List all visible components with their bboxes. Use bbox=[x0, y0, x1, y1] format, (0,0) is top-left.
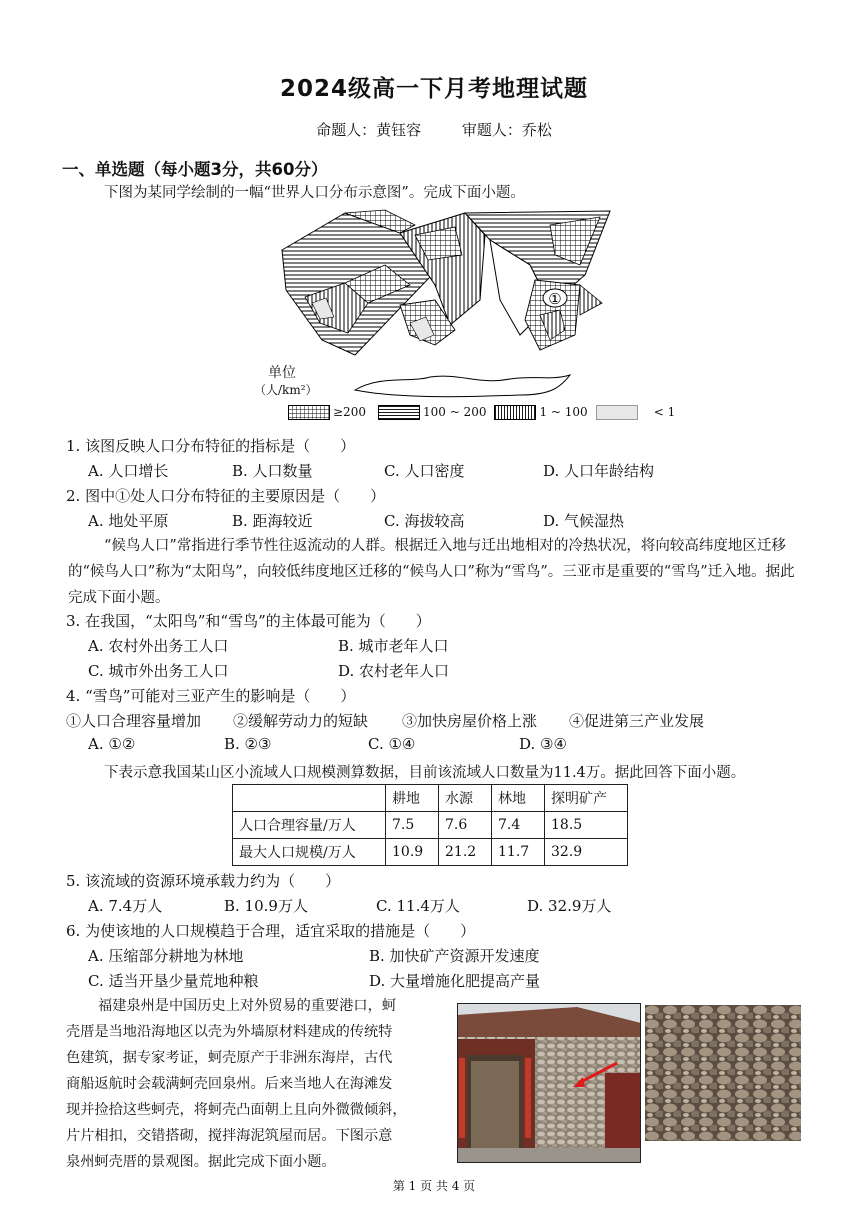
reviewer-name: 审题人：乔松 bbox=[461, 121, 552, 139]
q3-option-d: D. 农村老年人口 bbox=[338, 662, 450, 680]
q6-option-b: B. 加快矿产资源开发速度 bbox=[369, 947, 540, 965]
passage-table-intro: 下表示意我国某山区小流域人口规模测算数据，目前该流域人口数量为11.4万。据此回答下面小题。 bbox=[104, 765, 746, 781]
table-cell: 人口合理容量/万人 bbox=[233, 812, 386, 839]
question-6-stem: 6. 为使该地的人口规模趋于合理，适宜采取的措施是（ ） bbox=[66, 922, 476, 940]
passage-line: 商船返航时会载满蚵壳回泉州。后来当地人在海滩发 bbox=[66, 1076, 393, 1092]
question-1-stem: 1. 该图反映人口分布特征的指标是（ ） bbox=[66, 437, 356, 455]
q5-option-d: D. 32.9万人 bbox=[527, 897, 612, 915]
table-cell: 最大人口规模/万人 bbox=[233, 839, 386, 866]
q3-option-a: A. 农村外出务工人口 bbox=[88, 637, 229, 655]
q2-option-a: A. 地处平原 bbox=[88, 512, 169, 530]
passage-line: 泉州蚵壳厝的景观图。据此完成下面小题。 bbox=[66, 1154, 336, 1170]
table-cell: 21.2 bbox=[439, 839, 492, 866]
table-cell: 11.7 bbox=[492, 839, 545, 866]
q6-option-a: A. 压缩部分耕地为林地 bbox=[88, 947, 244, 965]
table-cell: 32.9 bbox=[545, 839, 628, 866]
q3-option-b: B. 城市老年人口 bbox=[338, 637, 449, 655]
q4-option-d: D. ③④ bbox=[519, 735, 567, 753]
q4-statement-1: ①人口合理容量增加 bbox=[66, 712, 202, 730]
map-legend bbox=[288, 404, 675, 420]
q3-option-c: C. 城市外出务工人口 bbox=[88, 662, 229, 680]
table-header-row bbox=[233, 785, 628, 812]
legend-label-high: ≥200 bbox=[333, 405, 366, 419]
table-header-cell: 探明矿产 bbox=[545, 785, 628, 812]
passage-line: 福建泉州是中国历史上对外贸易的重要港口，蚵 bbox=[98, 998, 396, 1014]
q6-option-c: C. 适当开垦少量荒地种粮 bbox=[88, 972, 259, 990]
q5-option-c: C. 11.4万人 bbox=[376, 897, 460, 915]
map-unit-label: 单位 bbox=[268, 365, 296, 381]
question-4-stem: 4. “雪鸟”可能对三亚产生的影响是（ ） bbox=[66, 687, 356, 705]
map-marker-1: ① bbox=[548, 290, 562, 308]
table-header-cell: 林地 bbox=[492, 785, 545, 812]
q1-option-c: C. 人口密度 bbox=[384, 462, 465, 480]
legend-label-mid: 100 ~ 200 bbox=[422, 405, 487, 419]
legend-label-lowest: < 1 bbox=[653, 405, 676, 419]
q4-statement-3: ③加快房屋价格上涨 bbox=[402, 712, 538, 730]
q4-option-c: C. ①④ bbox=[368, 735, 416, 753]
table-header-cell bbox=[233, 785, 386, 812]
q2-option-c: C. 海拔较高 bbox=[384, 512, 465, 530]
population-capacity-table bbox=[232, 784, 628, 866]
legend-swatch-grid bbox=[288, 405, 330, 420]
table-cell: 18.5 bbox=[545, 812, 628, 839]
legend-swatch-vertical bbox=[494, 405, 536, 420]
page-footer: 第 1 页 共 4 页 bbox=[392, 1179, 476, 1193]
map-unit-value: （人/km²） bbox=[254, 383, 318, 397]
passage-line: 色建筑，据专家考证，蚵壳原产于非洲东海岸，古代 bbox=[66, 1050, 393, 1066]
question-5-stem: 5. 该流域的资源环境承载力约为（ ） bbox=[66, 872, 341, 890]
page-title: 2024级高一下月考地理试题 bbox=[279, 76, 588, 102]
passage-line: 片片相扣，交错搭砌，搅拌海泥筑屋而居。下图示意 bbox=[66, 1128, 393, 1144]
passage-line: 现并捡拾这些蚵壳，将蚵壳凸面朝上且向外微微倾斜， bbox=[66, 1102, 407, 1118]
setter-name: 命题人：黄钰容 bbox=[316, 121, 422, 139]
legend-label-low: 1 ~ 100 bbox=[539, 405, 588, 419]
q1-option-a: A. 人口增长 bbox=[88, 462, 169, 480]
q4-statement-4: ④促进第三产业发展 bbox=[569, 712, 705, 730]
legend-swatch-blank bbox=[596, 405, 638, 420]
asia-region bbox=[465, 211, 610, 350]
passage-oyster-shell-house bbox=[66, 993, 451, 1175]
passage-line: 壳厝是当地沿海地区以壳为外墙原材料建成的传统特 bbox=[66, 1024, 393, 1040]
table-header-cell: 耕地 bbox=[386, 785, 439, 812]
oceania-region bbox=[355, 375, 570, 397]
question-3-stem: 3. 在我国，“太阳鸟”和“雪鸟”的主体最可能为（ ） bbox=[66, 612, 431, 630]
table-row bbox=[233, 812, 628, 839]
question-2-stem: 2. 图中①处人口分布特征的主要原因是（ ） bbox=[66, 487, 386, 505]
table-cell: 7.6 bbox=[439, 812, 492, 839]
authors-line bbox=[0, 119, 868, 140]
q1-option-b: B. 人口数量 bbox=[232, 462, 313, 480]
q1-option-d: D. 人口年龄结构 bbox=[543, 462, 655, 480]
oyster-house-photo bbox=[457, 1003, 641, 1163]
q4-option-a: A. ①② bbox=[88, 735, 136, 753]
q5-option-a: A. 7.4万人 bbox=[88, 897, 163, 915]
passage-migratory-population: “候鸟人口”常指进行季节性往返流动的人群。根据迁入地与迁出地相对的冷热状况，将向较高纬度地区迁移的“候鸟人口”称为“太阳鸟”，向较低纬度地区迁移的“候鸟人口”称为“雪鸟”。三亚市是重要的“雪鸟”迁入地。据此完成下面小题。 bbox=[68, 538, 795, 606]
section-heading: 一、单选题（每小题3分，共60分） bbox=[62, 160, 328, 179]
table-row bbox=[233, 839, 628, 866]
q2-option-b: B. 距海较近 bbox=[232, 512, 313, 530]
q6-option-d: D. 大量增施化肥提高产量 bbox=[369, 972, 541, 990]
q4-option-b: B. ②③ bbox=[224, 735, 272, 753]
q5-option-b: B. 10.9万人 bbox=[224, 897, 308, 915]
q2-option-d: D. 气候湿热 bbox=[543, 512, 625, 530]
table-cell: 10.9 bbox=[386, 839, 439, 866]
q4-statement-2: ②缓解劳动力的短缺 bbox=[233, 712, 369, 730]
table-cell: 7.4 bbox=[492, 812, 545, 839]
legend-swatch-horizontal bbox=[378, 405, 420, 420]
table-header-cell: 水源 bbox=[439, 785, 492, 812]
table-cell: 7.5 bbox=[386, 812, 439, 839]
intro-q1: 下图为某同学绘制的一幅“世界人口分布示意图”。完成下面小题。 bbox=[104, 185, 525, 201]
oyster-shell-closeup-photo bbox=[645, 1005, 801, 1141]
